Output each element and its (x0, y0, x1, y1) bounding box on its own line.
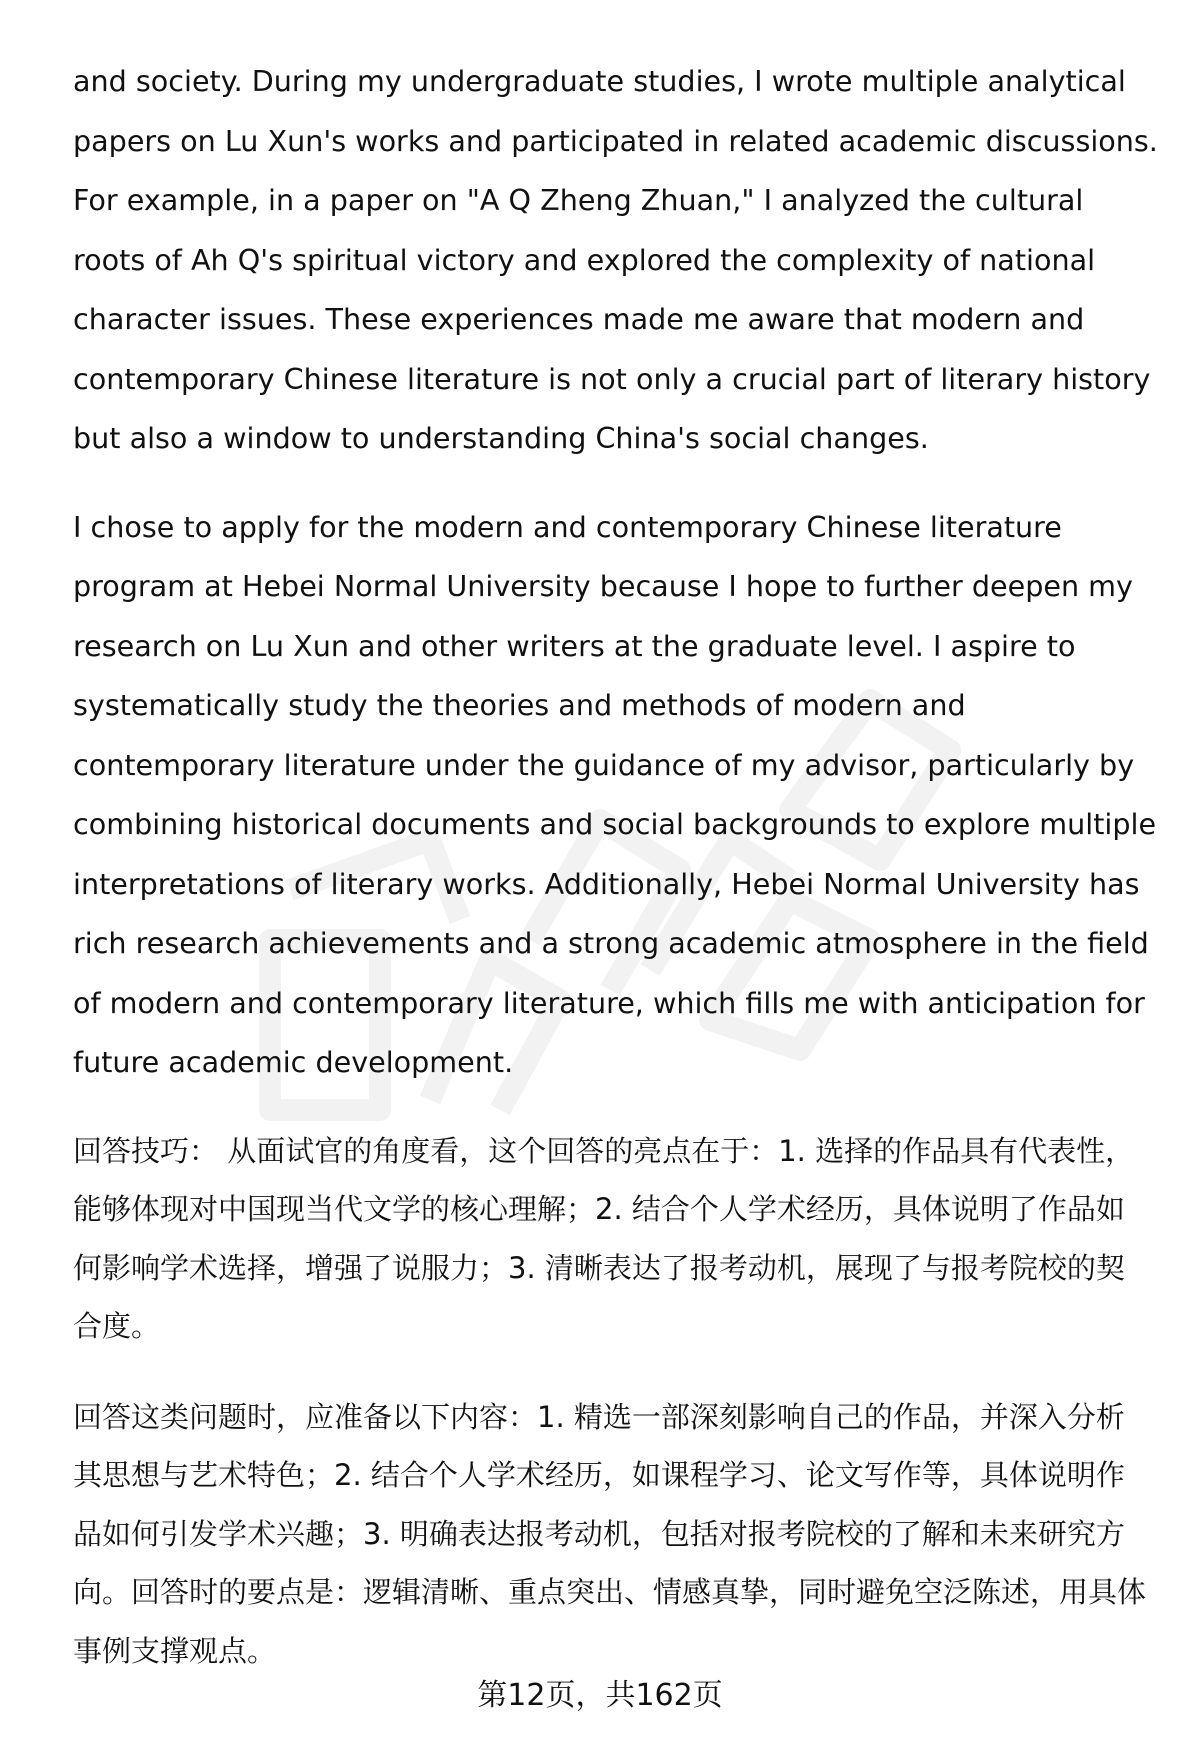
page-number-footer: 第12页，共162页 (477, 1678, 723, 1713)
document-body (73, 52, 1158, 1680)
answer-tips-paragraph: 回答技巧： 从面试官的角度看，这个回答的亮点在于：1. 选择的作品具有代表性，能够体现对中国现当代文学的核心理解；2. 结合个人学术经历，具体说明了作品如何影响学术选择，增强了说服力；3. 清晰表达了报考动机，展现了与报考院校的契合度。 (73, 1133, 1135, 1343)
preparation-advice-paragraph: 回答这类问题时，应准备以下内容：1. 精选一部深刻影响自己的作品，并深入分析其思想与艺术特色；2. 结合个人学术经历，如课程学习、论文写作等，具体说明作品如何引发学术兴趣；3. 明确表达报考动机，包括对报考院校的了解和未来研究方向。回答时的要点是：逻辑清晰、重点突出、情感真挚，同时避免空泛陈述，用具体事例支撑观点。 (73, 1399, 1147, 1668)
english-paragraph-1: and society. During my undergraduate studies, I wrote multiple analytical papers on Lu Xun's works and participated in related academic discussions. For example, in a paper on "A Q Zheng Zhuan," I analyzed the cultural roots of Ah Q's spiritual victory and explored the complexity of national character issues. These experiences made me aware that modern and contemporary Chinese literature is not only a crucial part of literary history but also a window to understanding China's social changes. (73, 64, 1158, 455)
english-paragraph-2: I chose to apply for the modern and contemporary Chinese literature program at Hebei Normal University because I hope to further deepen my research on Lu Xun and other writers at the graduate level. I aspire to systematically study the theories and methods of modern and contemporary literature under the guidance of my advisor, particularly by combining historical documents and social backgrounds to explore multiple interpretations of literary works. Additionally, Hebei Normal University has rich research achievements and a strong academic atmosphere in the field of modern and contemporary literature, which fills me with anticipation for future academic development. (73, 509, 1157, 1079)
